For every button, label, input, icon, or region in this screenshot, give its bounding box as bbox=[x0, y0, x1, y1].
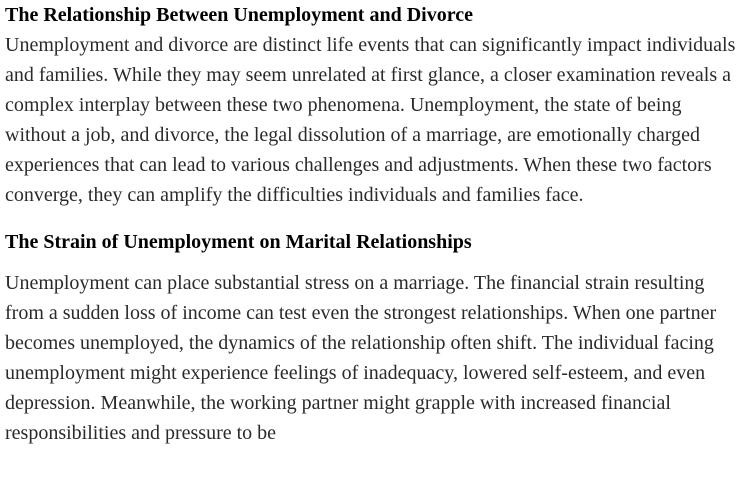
article-title: The Relationship Between Unemployment and Divorce bbox=[5, 4, 473, 26]
intro-paragraph: Unemployment and divorce are distinct life events that can significantly impact individuals and families. While they may seem unrelated at first glance, a closer examination reveals a complex interplay between these two phenomena. Unemployment, the state of being without a job, and divorce, the legal dissolution of a marriage, are emotionally charged experiences that can lead to various challenges and adjustments. When these two factors converge, they can amplify the difficulties individuals and families face. bbox=[5, 34, 736, 206]
section-heading: The Strain of Unemployment on Marital Relationships bbox=[5, 231, 472, 253]
section-paragraph: Unemployment can place substantial stress on a marriage. The financial strain resulting from a sudden loss of income can test even the strongest relationships. When one partner becomes unemployed, the dynamics of the relationship often shift. The individual facing unemployment might experience feelings of inadequacy, lowered self-esteem, and even depression. Meanwhile, the working partner might grapple with increased financial responsibilities and pressure to be bbox=[5, 272, 717, 444]
article bbox=[5, 0, 741, 448]
